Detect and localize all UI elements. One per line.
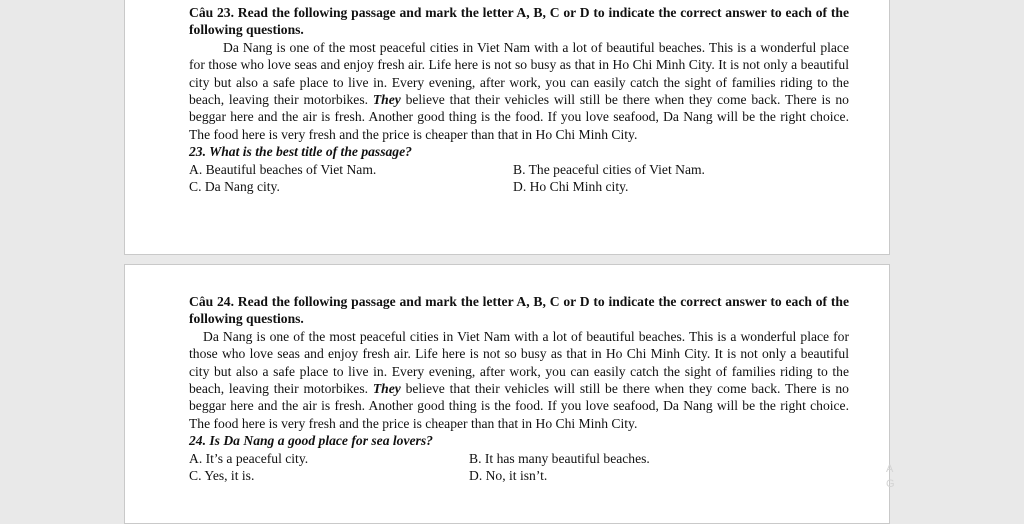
question-content-24 xyxy=(189,293,849,484)
passage-text: Da Nang is one of the most peaceful cities in Viet Nam with a lot of beautiful beaches. This is a wonderful place for those who love seas and enjoy fresh air. Life here is not so busy as that in Ho Chi Minh City. It is not only a beautiful city but also a safe place to live in. Every evening, after work, you can easily catch the sight of families riding to the beach, leaving their motorbikes. xyxy=(189,39,849,108)
reading-passage xyxy=(189,328,849,432)
passage-text: believe that their vehicles will still be there when they come back. There is no beggar here and the air is fresh. Another good thing is the food. If you love seafood, Da Nang will be the right choice. The food here is very fresh and the price is cheaper than that in Ho Chi Minh City. xyxy=(189,92,849,142)
question-content-23 xyxy=(189,4,849,195)
passage-text: Da Nang is one of the most peaceful cities in Viet Nam with a lot of beautiful beaches. This is a wonderful place for those who love seas and enjoy fresh air. Life here is not so busy as that in Ho Chi Minh City. It is not only a beautiful city but also a safe place to live in. Every evening, after work, you can easily catch the sight of families riding to the beach, leaving their motorbikes. xyxy=(189,328,849,397)
question-heading: Câu 24. Read the following passage and mark the letter A, B, C or D to indicate the correct answer to each of the following questions. xyxy=(189,294,849,327)
answer-options xyxy=(189,161,849,196)
option-b[interactable]: B. The peaceful cities of Viet Nam. xyxy=(513,161,705,177)
reading-passage xyxy=(189,39,849,143)
option-c[interactable]: C. Da Nang city. xyxy=(189,179,280,195)
passage-emphasis: They xyxy=(372,381,401,397)
question-prompt: 24. Is Da Nang a good place for sea lovers? xyxy=(189,433,433,449)
option-b[interactable]: B. It has many beautiful beaches. xyxy=(469,450,650,466)
watermark-line: G xyxy=(886,478,895,490)
passage-emphasis: They xyxy=(372,92,401,108)
question-prompt: 23. What is the best title of the passage? xyxy=(189,144,412,160)
question-card-24 xyxy=(124,264,890,524)
question-card-23 xyxy=(124,0,890,255)
option-a[interactable]: A. It’s a peaceful city. xyxy=(189,450,309,466)
option-a[interactable]: A. Beautiful beaches of Viet Nam. xyxy=(189,161,377,177)
passage-text: believe that their vehicles will still be there when they come back. There is no beggar here and the air is fresh. Another good thing is the food. If you love seafood, Da Nang will be the right choice. The food here is very fresh and the price is cheaper than that in Ho Chi Minh City. xyxy=(189,381,849,431)
option-d[interactable]: D. Ho Chi Minh city. xyxy=(513,179,629,195)
answer-options xyxy=(189,450,849,485)
option-d[interactable]: D. No, it isn’t. xyxy=(469,468,548,484)
question-heading: Câu 23. Read the following passage and mark the letter A, B, C or D to indicate the correct answer to each of the following questions. xyxy=(189,5,849,38)
option-c[interactable]: C. Yes, it is. xyxy=(189,468,255,484)
faint-watermark-text xyxy=(886,462,1024,492)
watermark-line: A xyxy=(886,463,894,475)
